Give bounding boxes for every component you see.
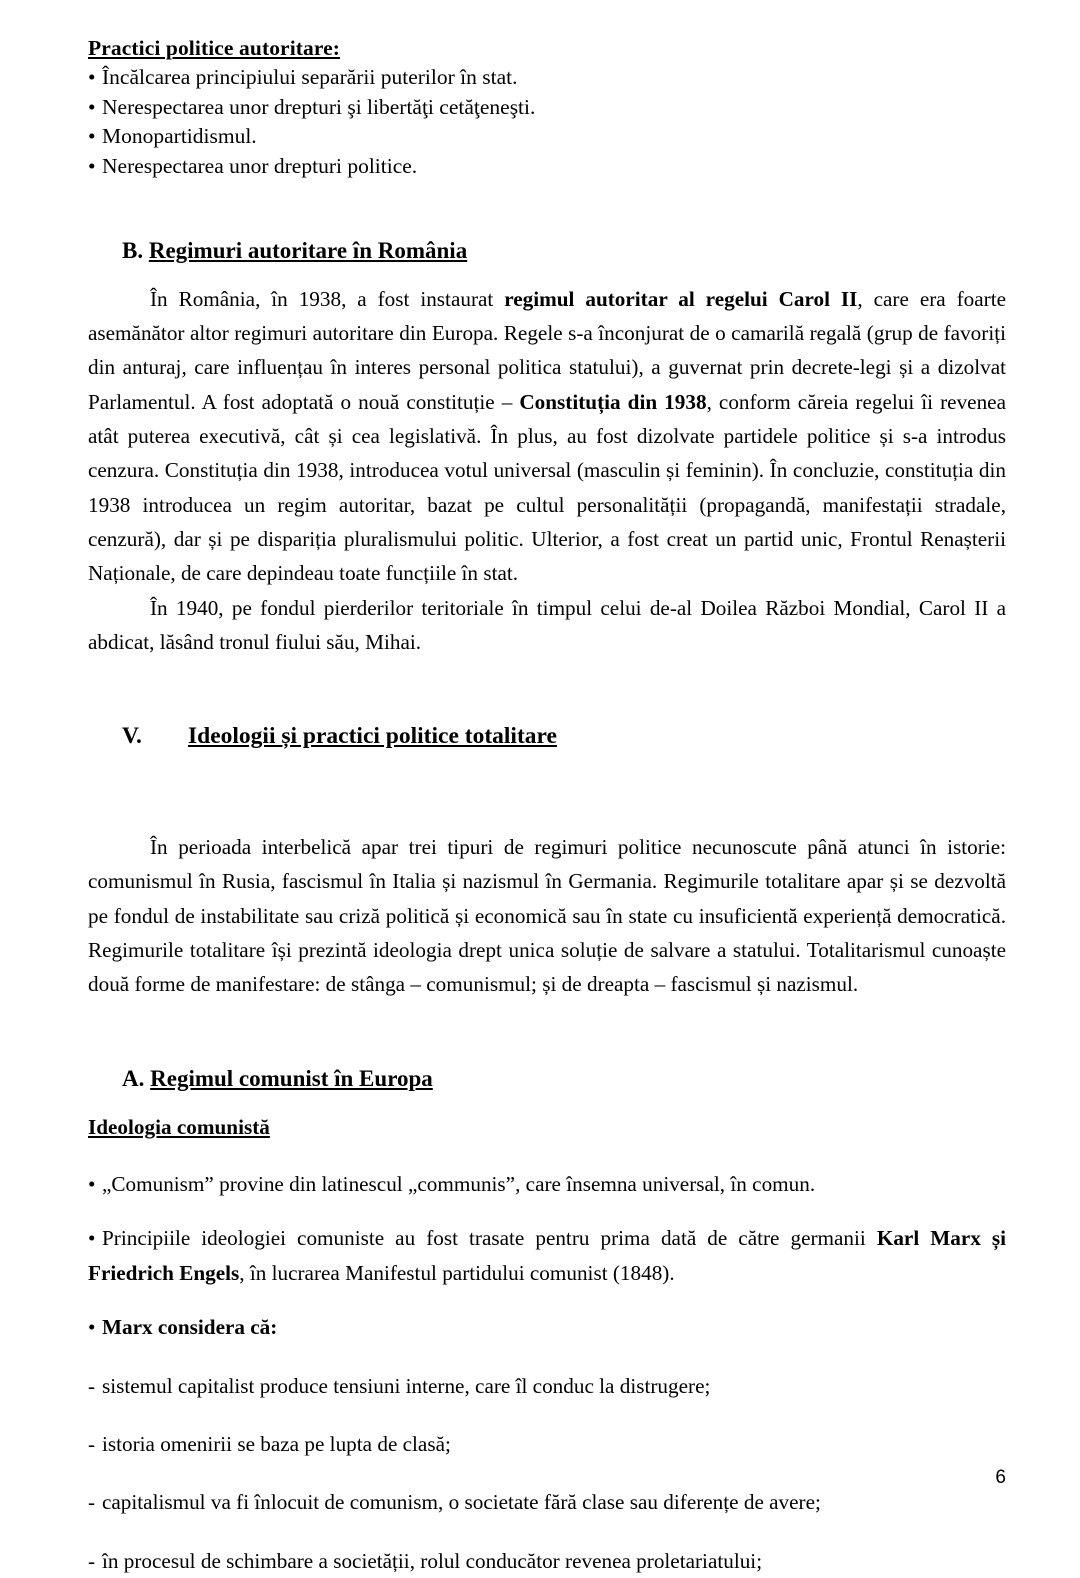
list-item bbox=[88, 63, 1006, 93]
para-bold-regim-carol: regimul autoritar al regelui Carol II bbox=[504, 286, 858, 311]
bullet-icon: • bbox=[88, 124, 96, 149]
section-b-heading bbox=[122, 236, 1006, 266]
section-a-heading bbox=[122, 1064, 1006, 1094]
marx-dash-item bbox=[88, 1544, 1006, 1578]
communism-bullet-2 bbox=[88, 1221, 1006, 1290]
list-item-label: Monopartidismul. bbox=[102, 124, 257, 149]
dash-icon: - bbox=[88, 1548, 96, 1573]
communism-bullet-2-text-2: , în lucrarea Manifestul partidului comunist (1848). bbox=[239, 1260, 675, 1285]
bullet-icon: • bbox=[88, 65, 96, 90]
communism-bullet-3-text: Marx considera că: bbox=[102, 1315, 278, 1340]
bullet-icon: • bbox=[88, 1315, 96, 1340]
marx-dash-item bbox=[88, 1485, 1006, 1519]
dash-icon: - bbox=[88, 1490, 96, 1515]
para-text-2: , care era foarte asemănător altor regimuri autoritare din Europa. Regele s-a înconjurat de o camarilă regală (grup de favoriți din anturaj, care influențau în interes personal politica statului), a guvernat prin decrete-legi și a dizolvat Parlamentul. A fost adoptată o nouă constituție – bbox=[88, 286, 1007, 414]
marx-dash-item-text: capitalismul va fi înlocuit de comunism, o societate fără clase sau diferențe de avere; bbox=[102, 1490, 821, 1515]
section-b-marker: B. bbox=[122, 237, 144, 263]
list-item-label: Încălcarea principiului separării puterilor în stat. bbox=[102, 65, 518, 90]
section-v-heading bbox=[122, 721, 1006, 752]
communist-ideology-subheading: Ideologia comunistă bbox=[88, 1115, 270, 1140]
section-v-title: Ideologii și practici politice totalitare bbox=[188, 723, 557, 750]
page-content bbox=[88, 34, 1006, 1578]
bullet-icon: • bbox=[88, 94, 96, 119]
authoritarian-practices-heading: Practici politice autoritare: bbox=[88, 36, 341, 60]
marx-dash-item bbox=[88, 1369, 1006, 1403]
communism-bullet-2-text-1: Principiile ideologiei comuniste au fost trasate pentru prima dată de către germanii bbox=[102, 1226, 877, 1251]
bullet-icon: • bbox=[88, 153, 96, 178]
communism-bullet-3 bbox=[88, 1310, 1006, 1344]
para-text-1: În România, în 1938, a fost instaurat bbox=[150, 286, 505, 311]
section-a-marker: A. bbox=[122, 1065, 145, 1091]
section-a-title: Regimul comunist în Europa bbox=[150, 1065, 433, 1091]
communism-bullet-2-bold-authors: Karl Marx și Friedrich Engels bbox=[88, 1226, 1006, 1285]
bullet-icon: • bbox=[88, 1226, 96, 1251]
page-number: 6 bbox=[995, 1467, 1006, 1488]
marx-dash-item-text: sistemul capitalist produce tensiuni interne, care îl conduc la distrugere; bbox=[102, 1373, 711, 1398]
communism-bullet-1-text: „Comunism” provine din latinescul „communis”, care însemna universal, în comun. bbox=[102, 1172, 816, 1197]
dash-icon: - bbox=[88, 1373, 96, 1398]
section-v-paragraph-1: În perioada interbelică apar trei tipuri de regimuri politice necunoscute până atunci în istorie: comunismul în Rusia, fascismul în Italia și nazismul în Germania. Regimurile totalitare apar și se dezvoltă pe fondul de instabilitate sau criză politică și economică sau în state cu insuficientă experiență democratică. Regimurile totalitare își prezintă ideologia drept unica soluție de salvare a statului. Totalitarismul cunoaște două forme de manifestare: de stânga – comunismul; și de dreapta – fascismul și nazismul. bbox=[88, 834, 1006, 997]
marx-dash-item bbox=[88, 1427, 1006, 1461]
dash-icon: - bbox=[88, 1431, 96, 1456]
marx-dash-item-text: istoria omenirii se baza pe lupta de clasă; bbox=[102, 1431, 451, 1456]
list-item bbox=[88, 152, 1006, 182]
list-item-label: Nerespectarea unor drepturi politice. bbox=[102, 153, 418, 178]
para-bold-constitutia-1938: Constituția din 1938 bbox=[519, 389, 707, 414]
communism-bullet-1 bbox=[88, 1167, 1006, 1201]
para-text-3: , conform căreia regelui îi revenea atât puterea executivă, cât și cea legislativă. În plus, au fost dizolvate partidele politice și s-a introdus cenzura. Constituția din 1938, introducea votul universal (masculin și feminin). În concluzie, constituția din 1938 introducea un regim autoritar, bazat pe cultul personalității (propagandă, manifestații stradale, cenzură), dar și pe dispariția pluralismului politic. Ulterior, a fost creat un partid unic, Frontul Renașterii Naționale, de care depindeau toate funcțiile în stat. bbox=[88, 389, 1006, 586]
section-b-paragraph-2: În 1940, pe fondul pierderilor teritoriale în timpul celui de-al Doilea Război Mondial, Carol II a abdicat, lăsând tronul fiului său, Mihai. bbox=[88, 595, 1006, 654]
section-b-title: Regimuri autoritare în România bbox=[148, 237, 468, 263]
section-v-marker: V. bbox=[122, 723, 142, 750]
list-item bbox=[88, 93, 1006, 123]
authoritarian-practices-list bbox=[88, 63, 1006, 182]
marx-dash-item-text: în procesul de schimbare a societății, rolul conducător revenea proletariatului; bbox=[102, 1548, 763, 1573]
section-b-paragraph-1 bbox=[88, 282, 1006, 591]
list-item-label: Nerespectarea unor drepturi şi libertăţi cetăţeneşti. bbox=[102, 94, 536, 119]
bullet-icon: • bbox=[88, 1172, 96, 1197]
list-item bbox=[88, 122, 1006, 152]
